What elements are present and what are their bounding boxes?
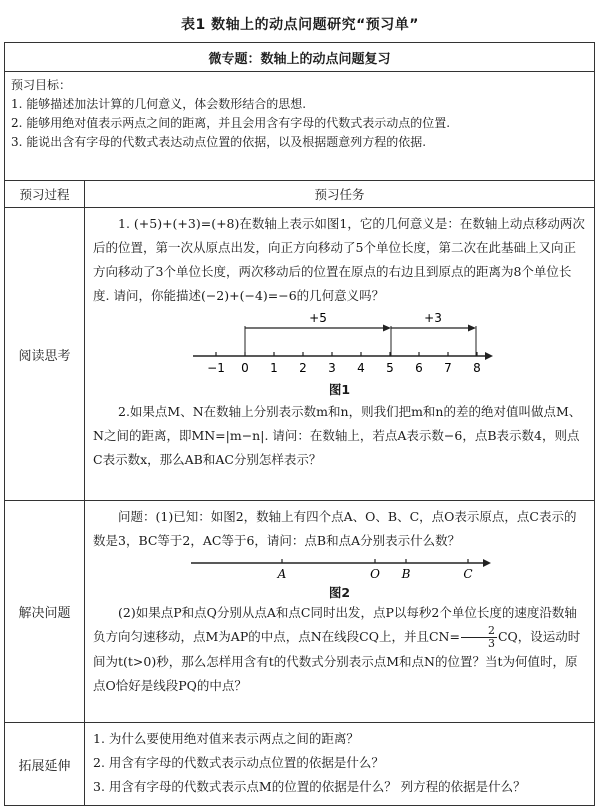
goals-heading: 预习目标：	[11, 78, 72, 92]
column-header-process: 预习过程	[5, 181, 85, 208]
fraction-denominator: 3	[487, 637, 495, 650]
tick-label: 7	[443, 361, 452, 375]
goal-item-2: 2. 能够用绝对值表示两点之间的距离，并且会用含有字母的代数式表示动点的位置.	[11, 116, 451, 130]
section-label-solve: 解决问题	[5, 501, 85, 723]
solve-cell	[85, 501, 595, 723]
tick-label: 2	[298, 361, 307, 375]
tick-label: 3	[327, 361, 336, 375]
tick-label: 5	[385, 361, 394, 375]
extend-item-3: 3. 用含有字母的代数式表示点M的位置的依据是什么？ 列方程的依据是什么？	[93, 779, 526, 794]
tick-label: −1	[206, 361, 225, 375]
arrow-label-plus5: +5	[308, 311, 327, 325]
section-label-reading: 阅读思考	[5, 208, 85, 501]
document-title: 表1 数轴上的动点问题研究“预习单”	[180, 17, 420, 33]
solve-paragraph-1: 问题：(1)已知：如图2，数轴上有四个点A、O、B、C，点O表示原点，点C表示的数是3，BC等于2，AC等于6，请问：点B和点A分别表示什么数？	[93, 509, 577, 548]
point-label-o: O	[369, 567, 380, 581]
number-line-figure-1	[185, 308, 495, 380]
point-label-a: A	[277, 567, 286, 581]
tick-label: 4	[356, 361, 365, 375]
goal-item-1: 1. 能够描述加法计算的几何意义，体会数形结合的思想.	[11, 97, 307, 111]
goals-cell	[5, 72, 595, 181]
tick-label: 8	[472, 361, 481, 375]
tick-label: 6	[414, 361, 423, 375]
fraction-numerator: 2	[461, 625, 497, 638]
tick-label: 1	[269, 361, 278, 375]
extend-item-2: 2. 用含有字母的代数式表示动点位置的依据是什么？	[93, 755, 384, 770]
reading-paragraph-2: 2.如果点M、N在数轴上分别表示数m和n，则我们把m和n的差的绝对值叫做点M、N之间的距离，即MN=|m−n|. 请问：在数轴上，若点A表示数−6，点B表示数4，则点C表示数x，那么AB和AC分别怎样表示？	[93, 404, 582, 467]
table-header: 微专题：数轴上的动点问题复习	[5, 43, 595, 72]
tick-label: 0	[240, 361, 249, 375]
preview-table	[4, 42, 595, 806]
column-header-tasks: 预习任务	[85, 181, 595, 208]
extend-item-1: 1. 为什么要使用绝对值来表示两点之间的距离？	[93, 731, 359, 746]
fraction-two-thirds	[461, 625, 497, 650]
number-line-figure-2	[185, 553, 495, 583]
solve-paragraph-2-part-b: CQ，设运动时间为t(t>0)秒，那么怎样用含有t的代数式分别表示点M和点N的位置？当t为何值时，原点O恰好是线段PQ的中点？	[93, 629, 581, 693]
point-label-b: B	[401, 567, 410, 581]
reading-cell	[85, 208, 595, 501]
solve-paragraph-2	[85, 601, 594, 698]
extend-cell	[85, 723, 595, 806]
figure-2-caption: 图2	[328, 585, 351, 600]
arrow-label-plus3: +3	[423, 311, 442, 325]
goal-item-3: 3. 能说出含有字母的代数式表达动点位置的依据，以及根据题意列方程的依据.	[11, 135, 427, 149]
reading-paragraph-1: 1. (+5)+(+3)=(+8)在数轴上表示如图1，它的几何意义是：在数轴上动点移动两次后的位置，第一次从原点出发，向正方向移动了5个单位长度，第二次在此基础上又向正方向移动了3个单位长度，两次移动后的位置在原点的右边且到原点的距离为8个单位长度. 请问，你能描述(−2)+(−4)=−6的几何意义吗？	[93, 216, 585, 303]
point-label-c: C	[462, 567, 473, 581]
section-label-extend: 拓展延伸	[5, 723, 85, 806]
solve-paragraph-2-part-a: (2)如果点P和点Q分别从点A和点C同时出发，点P以每秒2个单位长度的速度沿数轴负方向匀速移动，点M为AP的中点，点N在线段CQ上，并且CN=	[93, 605, 577, 644]
figure-1-caption: 图1	[328, 382, 351, 397]
